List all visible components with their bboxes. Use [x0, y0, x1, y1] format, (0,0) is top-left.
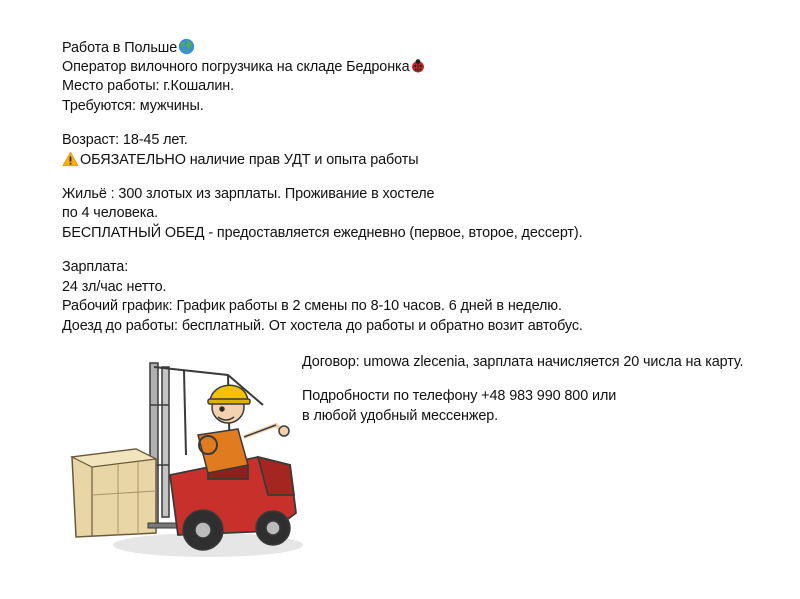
- title: Работа в Польше: [62, 40, 178, 56]
- commute: Доезд до работы: бесплатный. От хостела до работы и обратно возит автобус.: [62, 317, 583, 334]
- mandatory-requirement: ОБЯЗАТЕЛЬНО наличие прав УДТ и опыта работы: [80, 151, 419, 168]
- housing-line-2: по 4 человека.: [62, 205, 159, 222]
- announcement-text: [62, 38, 782, 337]
- position: Оператор вилочного погрузчика на складе Бедронка: [62, 58, 410, 75]
- cargo-crate: [72, 449, 156, 537]
- forklift-illustration: [58, 345, 318, 575]
- required-gender: Требуются: мужчины.: [62, 97, 204, 114]
- title-line: [62, 38, 782, 58]
- ladybug-icon: [410, 58, 426, 81]
- contract-and-contacts: [302, 353, 792, 426]
- contract: Договор: umowa zlecenia, зарплата начисляется 20 числа на карту.: [302, 354, 744, 370]
- warning-icon: [62, 151, 79, 174]
- spacer: [62, 170, 782, 185]
- housing-line-1: Жильё : 300 злотых из зарплаты. Проживание в хостеле: [62, 185, 435, 202]
- location: Место работы: г.Кошалин.: [62, 78, 235, 95]
- forks: [148, 523, 178, 528]
- spacer: [62, 244, 782, 259]
- contacts-line-2: в любой удобный мессенжер.: [302, 407, 499, 424]
- lunch: БЕСПЛАТНЫЙ ОБЕД - предоставляется ежедневно (первое, второе, дессерт).: [62, 224, 583, 241]
- position-line: [62, 58, 782, 78]
- spacer: [302, 373, 792, 388]
- age: Возраст: 18-45 лет.: [62, 131, 188, 148]
- mandatory-line: [62, 151, 782, 171]
- driver: [198, 385, 289, 473]
- spacer: [62, 116, 782, 131]
- salary-value: 24 зл/час нетто.: [62, 278, 167, 295]
- salary-label: Зарплата:: [62, 259, 129, 276]
- schedule: Рабочий график: График работы в 2 смены по 8-10 часов. 6 дней в неделю.: [62, 298, 562, 315]
- contacts-line-1: Подробности по телефону +48 983 990 800 или: [302, 388, 617, 405]
